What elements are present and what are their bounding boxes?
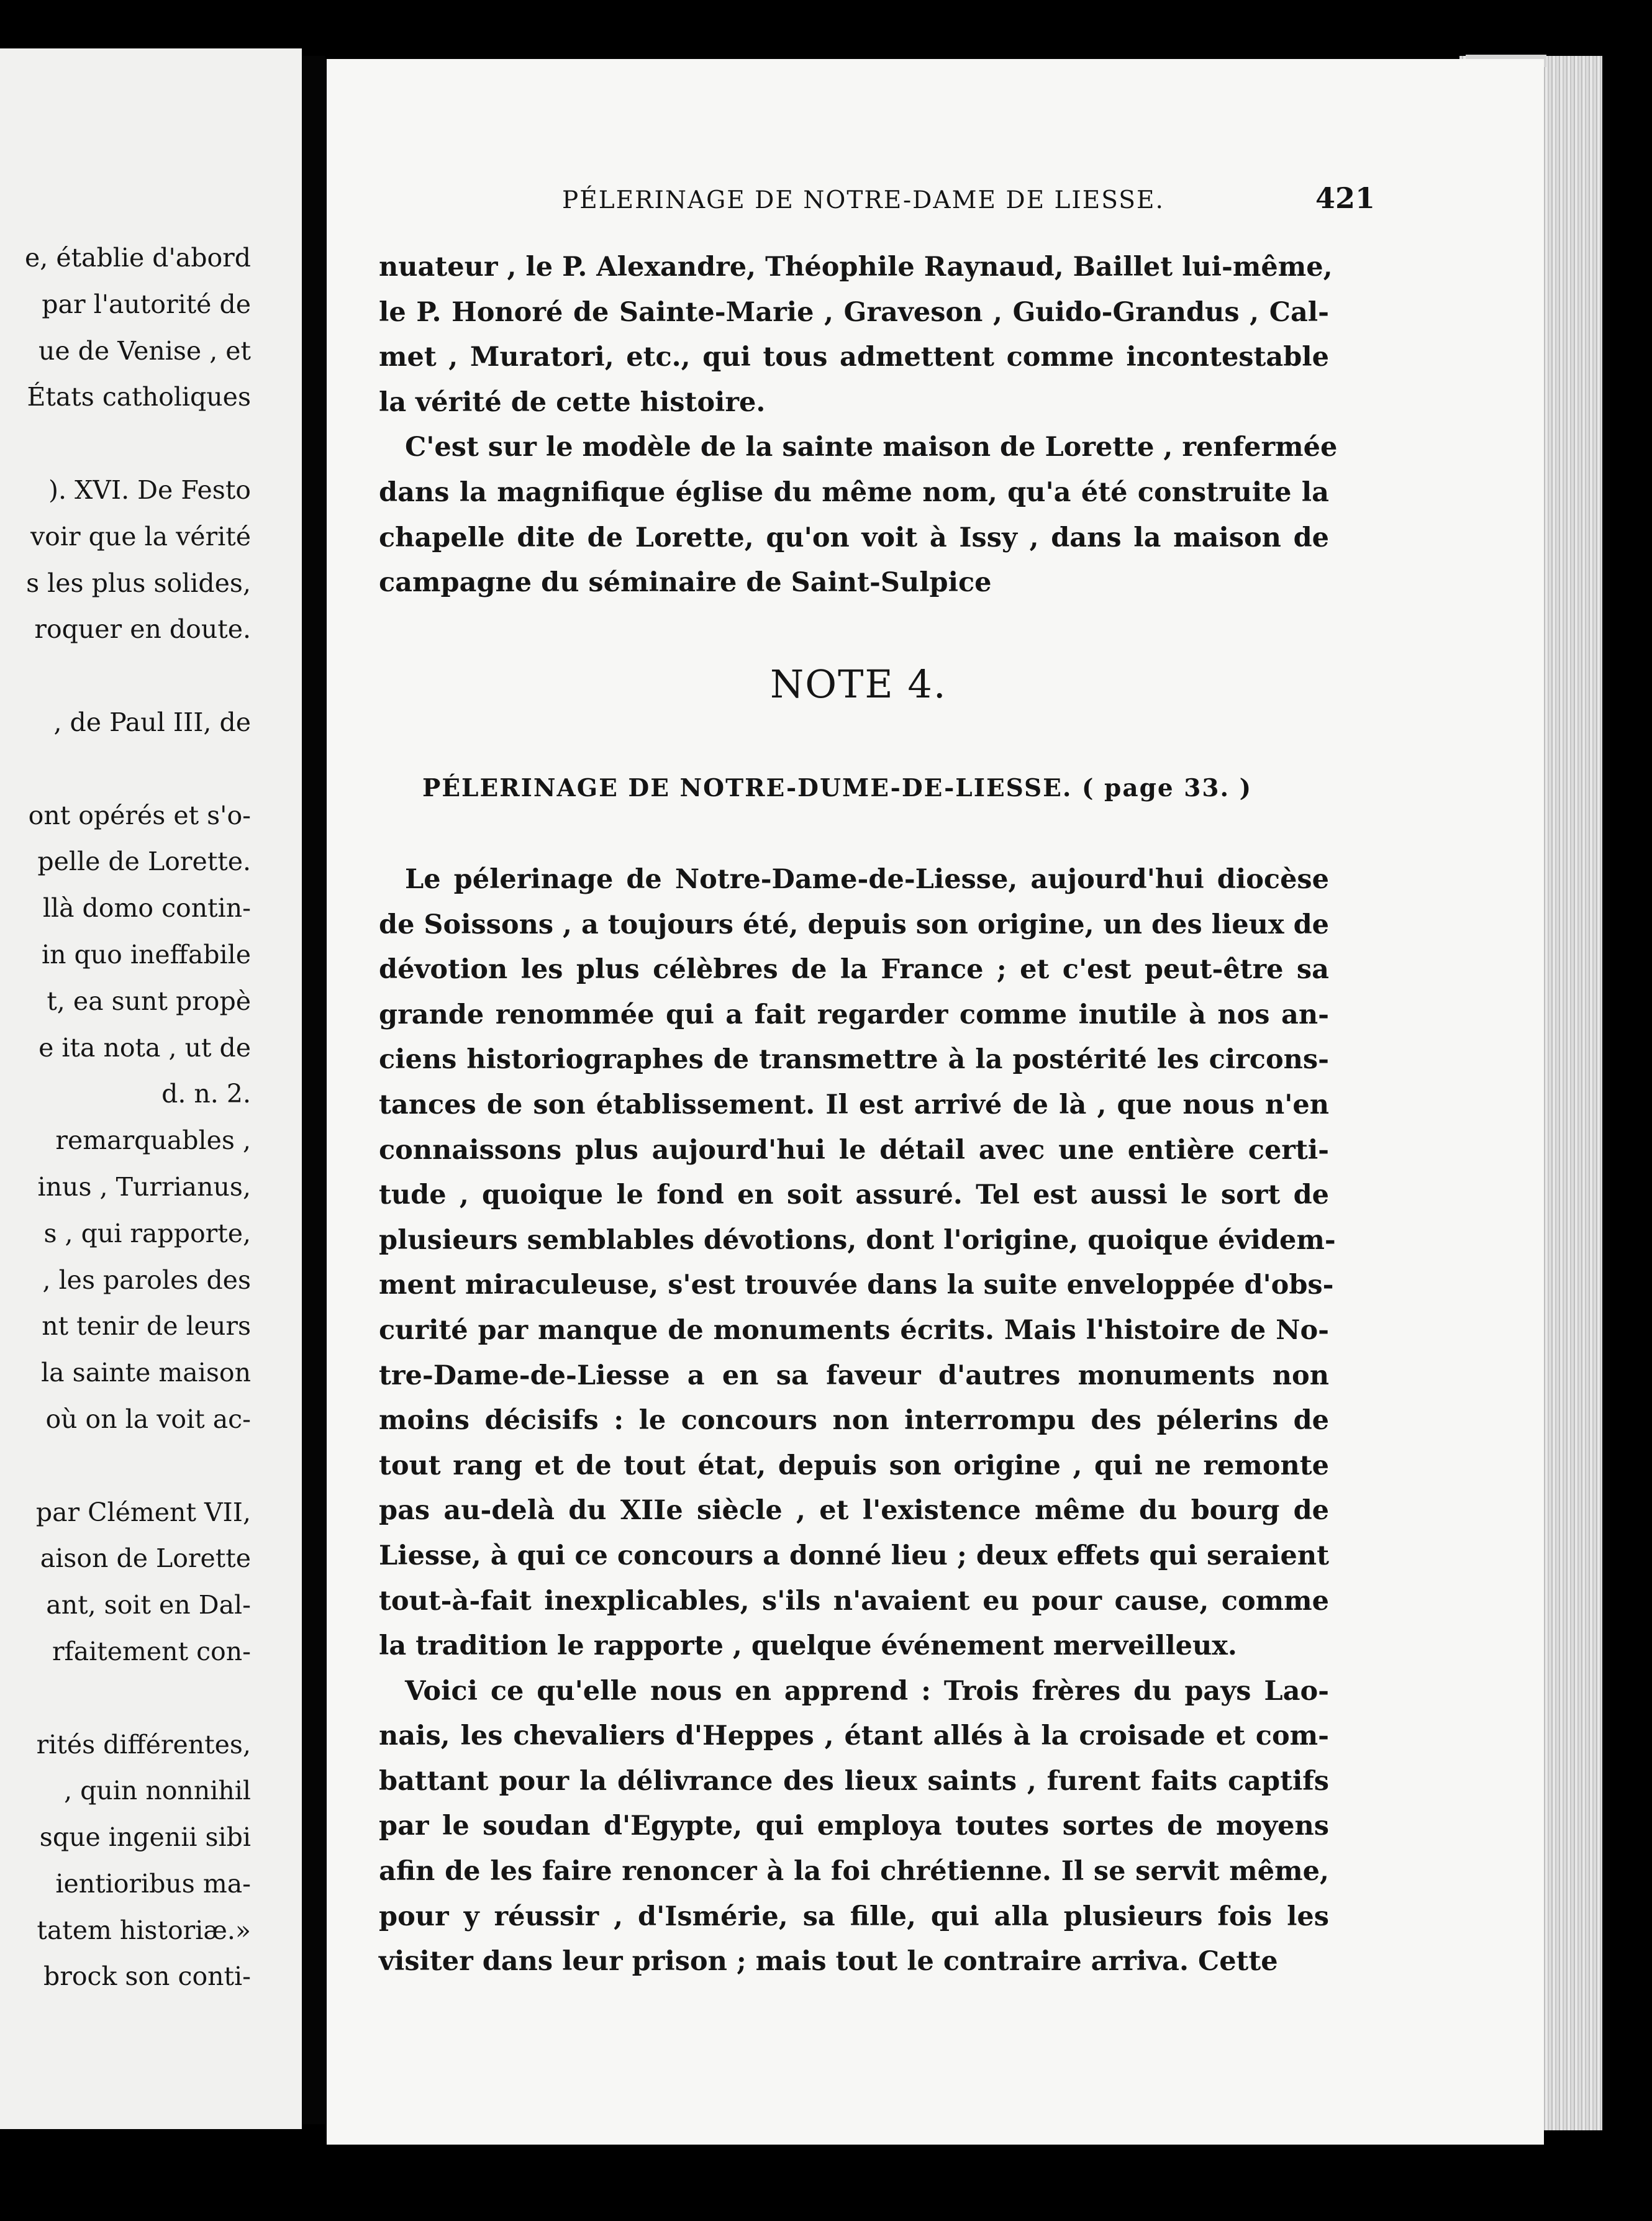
left-text-line: , de Paul III, de [53,707,251,737]
text-line: battant pour la délivrance des lieux saints , furent faits captifs [379,1765,1329,1797]
left-text-line: ant, soit en Dal- [46,1590,251,1620]
text-line: campagne du séminaire de Saint-Sulpice [379,567,992,599]
text-line: le P. Honoré de Sainte-Marie , Graveson , Guido-Grandus , Cal- [379,296,1329,328]
left-text-line: sque ingenii sibi [39,1822,251,1853]
book-gutter [302,56,325,2124]
left-text-line: pelle de Lorette. [37,847,251,877]
text-line: curité par manque de monuments écrits. Mais l'histoire de No- [379,1314,1329,1346]
left-text-line: , quin nonnihil [64,1776,251,1806]
text-line: ment miraculeuse, s'est trouvée dans la suite enveloppée d'obs- [379,1269,1334,1301]
left-text-line: remarquables , [55,1125,251,1156]
text-line: ciens historiographes de transmettre à la postérité les circons- [379,1044,1329,1076]
left-text-line: voir que la vérité [30,521,251,552]
left-text-line: d. n. 2. [161,1079,251,1109]
left-text-line: tatem historiæ.» [37,1915,251,1945]
left-text-line: roquer en doute. [34,614,251,645]
text-line: pas au-delà du XIIe siècle , et l'existence même du bourg de [379,1495,1329,1527]
text-line: tout rang et de tout état, depuis son origine , qui ne remonte [379,1450,1329,1481]
text-line: de Soissons , a toujours été, depuis son origine, un des lieux de [379,909,1329,940]
left-text-line [0,653,251,699]
text-line: par le soudan d'Egypte, qui employa toutes sortes de moyens [379,1810,1329,1842]
left-text-line: par l'autorité de [42,289,251,319]
left-text-line: où on la voit ac- [45,1404,251,1434]
left-text-line: ). XVI. De Festo [48,475,251,505]
left-text-line: rfaitement con- [52,1636,251,1666]
left-text-line: ue de Venise , et [38,335,251,366]
left-text-line: brock son conti- [43,1961,251,1992]
left-text-line: inus , Turrianus, [37,1171,251,1202]
text-line: afin de les faire renoncer à la foi chrétienne. Il se servit même, [379,1856,1329,1887]
left-text-line: , les paroles des [42,1265,251,1295]
text-line: C'est sur le modèle de la sainte maison de Lorette , renfermée [405,432,1338,463]
text-line: tout-à-fait inexplicables, s'ils n'avaient eu pour cause, comme [379,1585,1329,1617]
left-text-line: aison de Lorette [40,1543,251,1574]
text-line: Voici ce qu'elle nous en apprend : Trois frères du pays Lao- [405,1675,1329,1707]
left-page [0,48,302,2129]
left-text-line: la sainte maison [41,1358,251,1388]
note-title: NOTE 4. [770,661,947,707]
left-text-line: in quo ineffabile [41,939,251,970]
left-text-line [0,420,251,467]
left-text-line: s les plus solides, [26,568,251,598]
left-text-line: rités différentes, [36,1729,251,1760]
left-text-line: par Clément VII, [35,1497,251,1527]
running-head: PÉLERINAGE DE NOTRE-DAME DE LIESSE. [562,186,1164,214]
text-line: dévotion les plus célèbres de la France ; et c'est peut-être sa [379,954,1329,986]
text-line: Liesse, à qui ce concours a donné lieu ; deux effets qui seraient [379,1540,1329,1571]
text-line: moins décisifs : le concours non interrompu des pélerins de [379,1405,1329,1437]
left-text-line [0,1675,251,1722]
paragraph-3 [379,857,1336,1669]
top-text-block [379,245,1338,606]
left-text-line [0,1443,251,1489]
note-subtitle: PÉLERINAGE DE NOTRE-DUME-DE-LIESSE. ( page 33. ) [422,774,1253,802]
text-line: la tradition le rapporte , quelque événement merveilleux. [379,1630,1237,1662]
text-line: plusieurs semblables dévotions, dont l'origine, quoique évidem- [379,1224,1336,1256]
note-text-block [379,857,1336,1984]
text-line: grande renommée qui a fait regarder comme inutile à nos an- [379,999,1329,1030]
text-line: chapelle dite de Lorette, qu'on voit à Issy , dans la maison de [379,522,1329,553]
left-text-line: e ita nota , ut de [39,1032,251,1063]
paragraph-1 [379,245,1333,425]
text-line: tre-Dame-de-Liesse a en sa faveur d'autres monuments non [379,1360,1329,1391]
text-line: visiter dans leur prison ; mais tout le contraire arriva. Cette [379,1946,1278,1978]
text-line: pour y réussir , d'Ismérie, sa fille, qui alla plusieurs fois les [379,1901,1329,1932]
text-line: Le pélerinage de Notre-Dame-de-Liesse, aujourd'hui diocèse [405,864,1329,895]
text-line: nuateur , le P. Alexandre, Théophile Raynaud, Baillet lui-même, [379,252,1333,283]
text-line: tude , quoique le fond en soit assuré. Tel est aussi le sort de [379,1179,1329,1211]
text-line: dans la magnifique église du même nom, qu'a été construite la [379,476,1329,508]
text-line: la vérité de cette histoire. [379,386,766,418]
left-text-line: États catholiques [27,382,251,412]
left-text-line: t, ea sunt propè [47,986,251,1016]
left-text-line: llà domo contin- [42,893,251,924]
left-text-line: s , qui rapporte, [43,1218,251,1248]
left-text-line: ont opérés et s'o- [28,800,251,830]
left-text-line: e, établie d'abord [24,243,251,273]
text-line: met , Muratori, etc., qui tous admettent comme incontestable [379,342,1329,373]
left-text-line: ientioribus ma- [55,1868,251,1899]
paragraph-4 [379,1669,1329,1984]
left-page-text [0,235,251,2000]
text-line: connaissons plus aujourd'hui le détail avec une entière certi- [379,1134,1329,1166]
paragraph-2 [379,425,1338,605]
left-text-line: nt tenir de leurs [42,1311,251,1342]
left-text-line [0,746,251,793]
text-line: tances de son établissement. Il est arrivé de là , que nous n'en [379,1089,1329,1120]
page-number: 421 [1315,181,1376,215]
text-line: nais, les chevaliers d'Heppes , étant allés à la croisade et com- [379,1720,1329,1752]
